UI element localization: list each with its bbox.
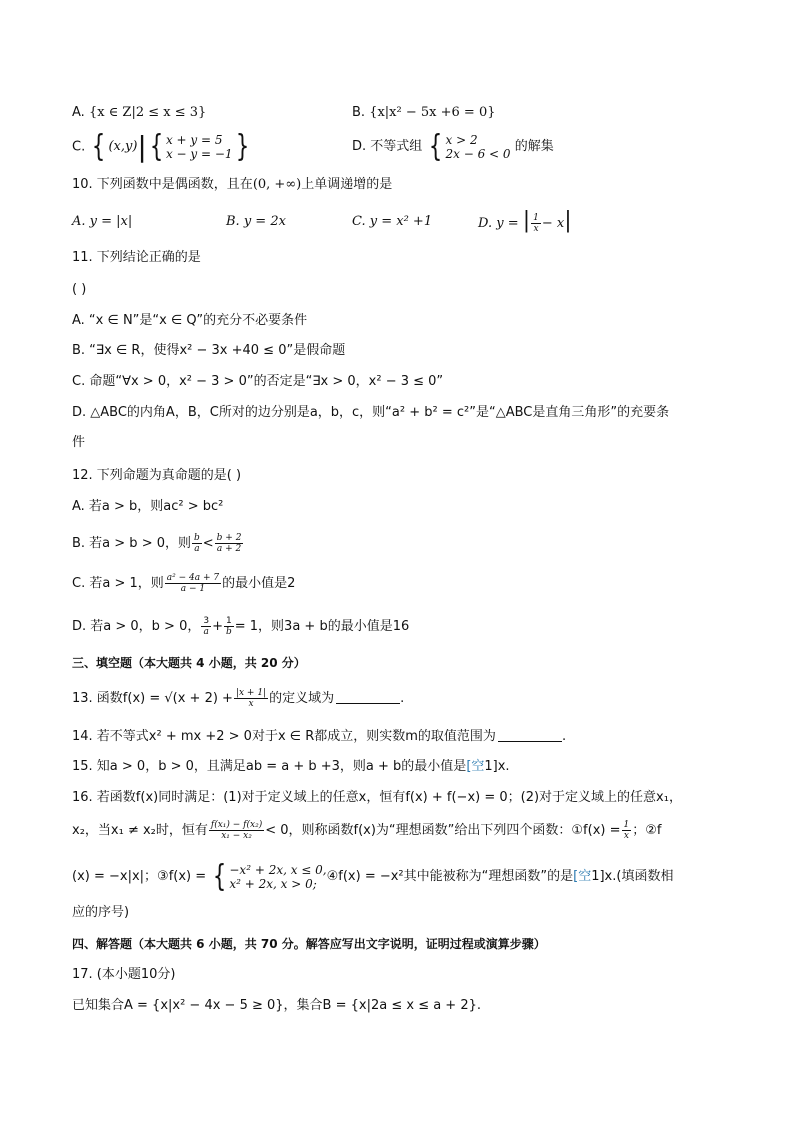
q11-paren: ( ) [72,282,87,297]
q13: 13. 函数f(x) = √(x + 2) + $\frac{|x + 1|}{x}$ 的定义域为 . [72,688,405,709]
q15-answer-placeholder[interactable]: [空 [466,759,485,774]
q16-line3: (x) = −x|x|；③f(x) = { −x² + 2x, x ≤ 0, x² + 2x, x > 0; ④f(x) = −x²其中能被称为“理想函数”的是[空1]x.(填函数相 [72,858,674,894]
q10-option-a: A. y = |x| [72,214,133,229]
q9-option-d: D. 不等式组 { x > 2 2x − 6 < 0 的解集 [352,128,554,164]
q11-stem: 11. 下列结论正确的是 [72,250,201,265]
q17-heading: 17. (本小题10分) [72,967,176,982]
q16-line1: 16. 若函数f(x)同时满足：(1)对于定义域上的任意x，恒有f(x) + f(−x) = 0；(2)对于定义域上的任意x₁， [72,790,682,805]
q9-option-a-expr: {x ∈ Z|2 ≤ x ≤ 3} [88,105,207,120]
q12-option-b: B. 若a > b > 0，则 $\frac{b}{a}$ < $\frac{b + 2}{a + 2}$ [72,533,242,554]
q11-option-d-line1: D. △ABC的内角A，B，C所对的边分别是a，b，c，则“a² + b² = c²”是“△ABC是直角三角形”的充要条 [72,405,670,420]
q10-option-d: D. y = | $\frac{1}{x}$ − x| [478,208,572,234]
q10-stem: 10. 下列函数中是偶函数，且在(0, +∞)上单调递增的是 [72,177,393,192]
q9-option-b-expr: {x|x² − 5x +6 = 0} [369,105,496,120]
q9-option-b: B. {x|x² − 5x +6 = 0} [352,105,496,120]
q12-option-d: D. 若a > 0，b > 0， $\frac{3}{a}$ + $\frac{1}{b}$ = 1，则3a + b的最小值是16 [72,616,410,637]
q14: 14. 若不等式x² + mx +2 > 0对于x ∈ R都成立，则实数m的取值范围为 . [72,729,567,744]
q12-option-c: C. 若a > 1，则 $\frac{\text{a² − 4a + 7}}{a - 1}$ 的最小值是2 [72,573,296,594]
q15: 15. 知a > 0，b > 0，且满足ab = a + b +3，则a + b的最小值是[空1]x. [72,759,510,774]
q11-option-b: B. “∃x ∈ R，使得x² − 3x +40 ≤ 0”是假命题 [72,343,346,358]
q11-option-d-line2: 件 [72,435,86,450]
q16-answer-placeholder[interactable]: [空 [573,869,592,884]
q10-option-b: B. y = 2x [226,214,286,229]
q17-body: 已知集合A = {x|x² − 4x − 5 ≥ 0}，集合B = {x|2a ≤ x ≤ a + 2}. [72,998,482,1013]
q11-option-c: C. 命题“∀x > 0，x² − 3 > 0”的否定是“∃x > 0，x² − 3 ≤ 0” [72,374,444,389]
q9-option-a: A. {x ∈ Z|2 ≤ x ≤ 3} [72,105,207,120]
q9-option-c: C. { (x,y) | { x + y = 5 x − y = −1 } [72,130,252,165]
q11-option-a: A. “x ∈ N”是“x ∈ Q”的充分不必要条件 [72,313,308,328]
q9-option-c-set: { (x,y) | { x + y = 5 x − y = −1 } [92,129,249,164]
q10-option-c: C. y = x² +1 [352,214,433,229]
q16-line4: 应的序号) [72,905,130,920]
q13-answer-blank[interactable] [336,689,400,704]
q14-answer-blank[interactable] [498,727,562,742]
q12-stem: 12. 下列命题为真命题的是( ) [72,468,242,483]
section-3-heading: 三、填空题（本大题共 4 小题，共 20 分） [72,656,306,670]
q12-option-a: A. 若a > b，则ac² > bc² [72,499,224,514]
section-4-heading: 四、解答题（本大题共 6 小题，共 70 分。解答应写出文字说明，证明过程或演算步骤） [72,937,546,951]
q16-line2: x₂，当x₁ ≠ x₂时，恒有 $\frac{\text{f(x₁) − f(x₂)}}{\text{x₁ − x₂}}$ < 0，则称函数f(x)为“理想函数”给出下列四个函数：①f(x) = $\frac{1}{x}$ ；②f [72,820,662,841]
